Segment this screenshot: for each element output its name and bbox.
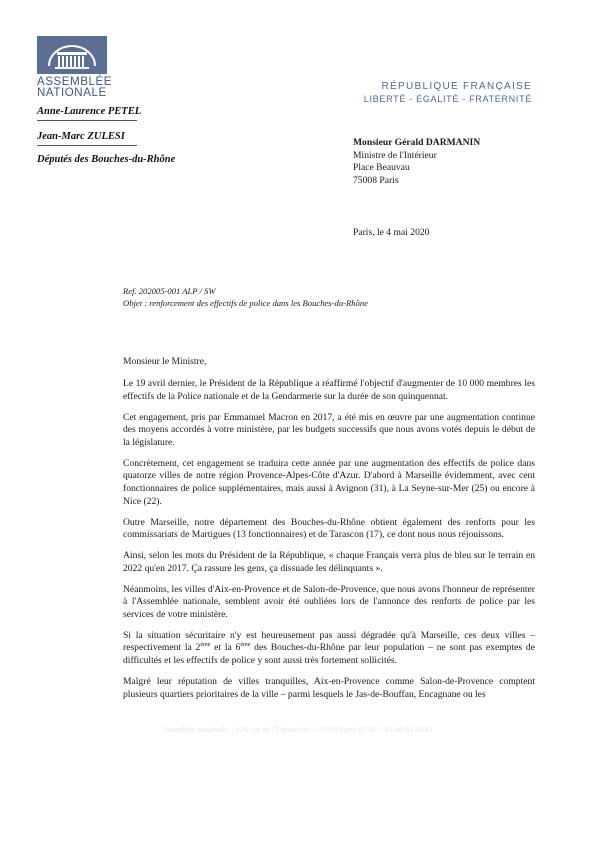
letter-object: Objet : renforcement des effectifs de police dans les Bouches-du-Rhône (123, 298, 368, 308)
superscript: ème (200, 642, 211, 649)
deputies-role: Députés des Bouches-du-Rhône (37, 154, 176, 165)
recipient-street: Place Beauvau (353, 162, 410, 173)
divider (37, 145, 137, 146)
paragraph: Cet engagement, pris par Emmanuel Macron en 2017, a été mis en œuvre par une augmentation continue des moyens accordés à votre ministère, par les budgets successifs que nous avons votés depuis le début de la législature. (123, 411, 535, 448)
logo-line-2: NATIONALE (37, 87, 107, 99)
republique-devise: LIBERTÉ - ÉGALITÉ - FRATERNITÉ (363, 94, 532, 104)
recipient-address (353, 137, 480, 187)
paragraph-text: des Bouches-du-Rhône par leur population – ne sont pas exemptes de difficultés et les effectifs de police y sont aussi très fortement sollicités. (123, 642, 535, 667)
republique-francaise-block (364, 80, 532, 106)
salutation: Monsieur le Ministre, (123, 356, 207, 367)
assemblee-nationale-logo (37, 36, 107, 74)
page-footer-address: Assemblée nationale – 126 rue de l'Université – 75355 Paris 07 SP – 01 40 63 04 61 (161, 725, 434, 734)
reference-number: Ref. 202005-001 ALP / SW (123, 286, 216, 296)
hemicycle-icon (37, 36, 107, 74)
reference-block (123, 285, 368, 309)
paragraph: Malgré leur réputation de villes tranquilles, Aix-en-Provence comme Salon-de-Provence comptent plusieurs quartiers prioritaires de la ville – parmi lesquels le Jas-de-Bouffan, Encagnane ou les (123, 676, 535, 700)
paragraph (123, 630, 535, 668)
letter-body (123, 378, 535, 710)
divider (37, 120, 137, 121)
superscript: ème (240, 642, 251, 649)
paragraph-text: et la 6 (210, 642, 241, 654)
recipient-name: Monsieur Gérald DARMANIN (353, 137, 481, 148)
paragraph: Concrètement, cet engagement se traduira cette année par une augmentation des effectifs de police dans quatorze villes de notre région Provence-Alpes-Côte d'Azur. D'abord à Marseille évidemment, avec cent fonctionnaires de police supplémentaires, mais aussi à Avignon (31), à La Seyne-sur-Mer (25) ou encore à Nice (22). (123, 457, 535, 507)
paragraph: Ainsi, selon les mots du Président de la République, « chaque Français verra plus de bleu sur le terrain en 2022 qu'en 2017. Ça rassure les gens, ça dissuade les délinquants ». (123, 550, 535, 574)
republique-title: RÉPUBLIQUE FRANÇAISE (381, 81, 532, 92)
paragraph: Néanmoins, les villes d'Aix-en-Provence et de Salon-de-Provence, que nous avons l'honneur de représenter à l'Assemblée nationale, semblent avoir été oubliées lors de l'annonce des renforts de police par les services de votre ministère. (123, 583, 535, 620)
paragraph: Le 19 avril dernier, le Président de la République a réaffirmé l'objectif d'augmenter de 10 000 membres les effectifs de la Police nationale et de la Gendarmerie sur la durée de son quinquennat. (123, 378, 535, 402)
letter-date: Paris, le 4 mai 2020 (353, 227, 430, 238)
paragraph-text: Si la situation sécuritaire n'y est heureusement pas aussi dégradée qu'à Marseille, ces deux villes – respectivement la 2 (123, 629, 535, 654)
recipient-city: 75008 Paris (353, 174, 399, 186)
recipient-title: Ministre de l'Intérieur (353, 149, 437, 161)
paragraph: Outre Marseille, notre département des Bouches-du-Rhône obtient également des renforts pour les commissariats de Martigues (13 fonctionnaires) et de Tarascon (17), ce dont nous nous réjouissons. (123, 516, 535, 541)
deputy-name-1: Anne-Laurence PETEL (37, 106, 142, 117)
assemblee-nationale-wordmark (37, 77, 112, 99)
logo-line-1: ASSEMBLÉE (37, 76, 113, 88)
deputy-name-2: Jean-Marc ZULESI (37, 131, 125, 142)
